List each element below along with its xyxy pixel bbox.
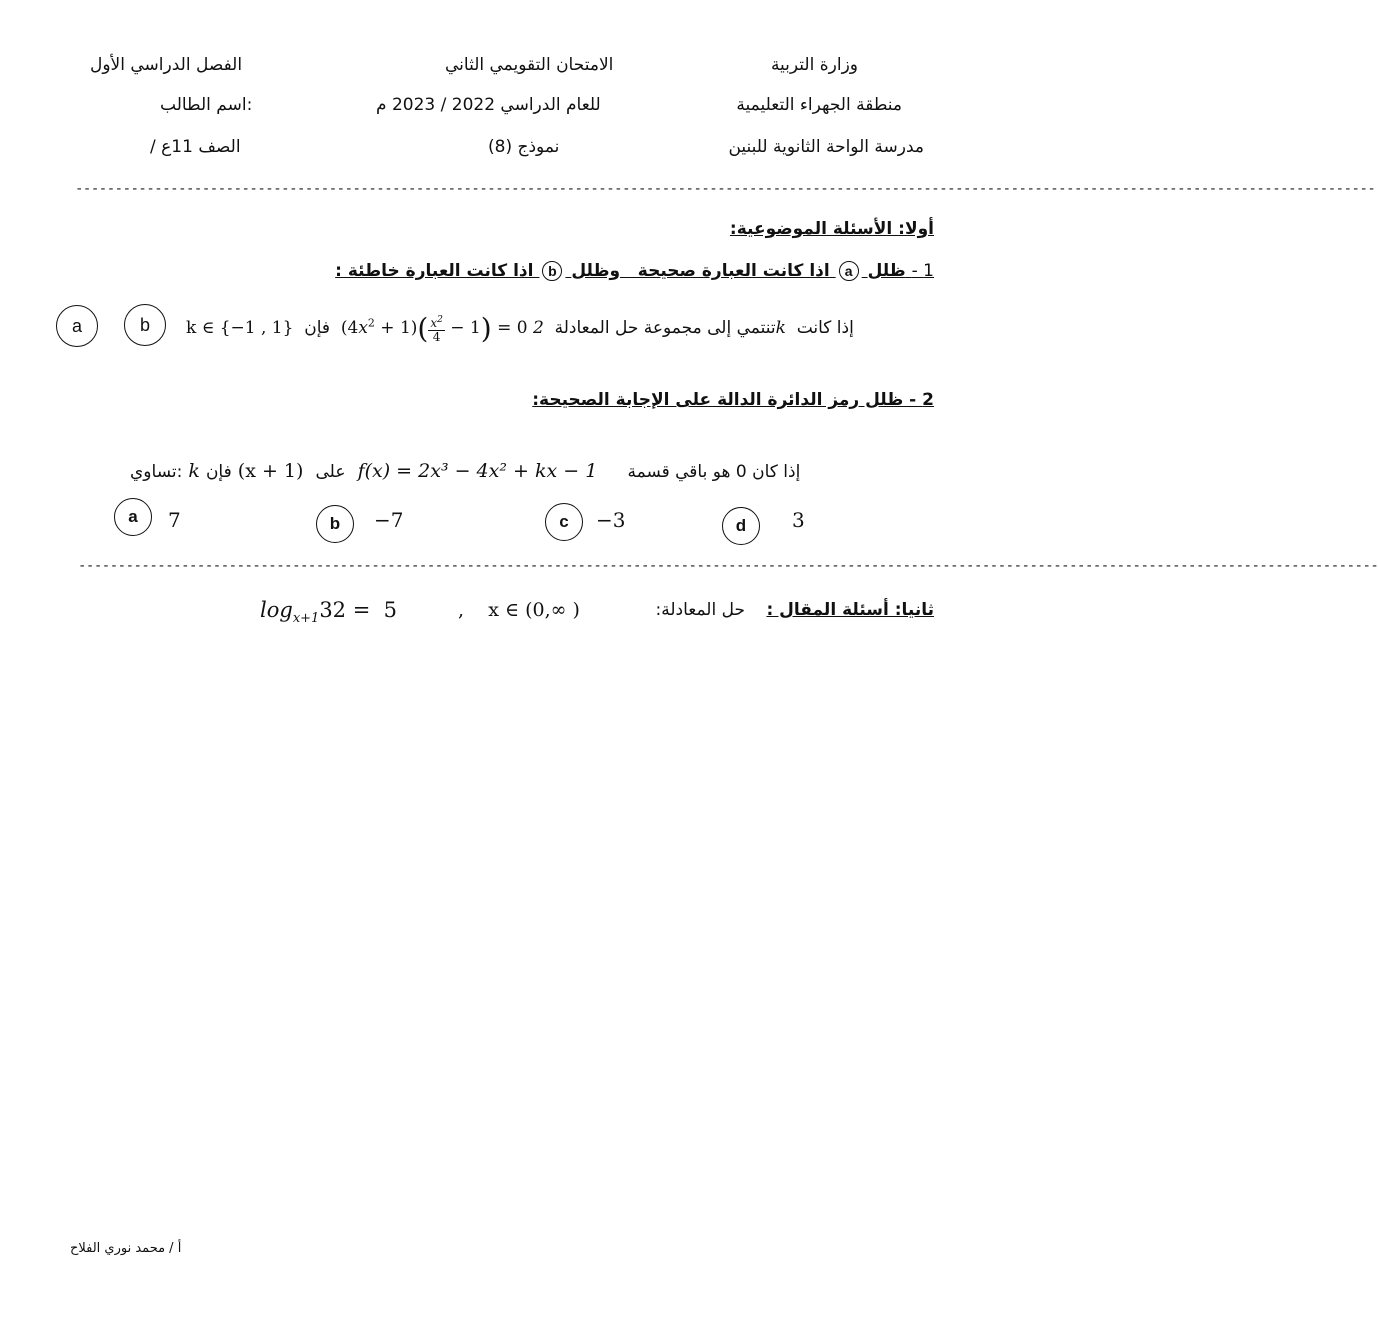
q2-text-if: إذا كان 0 هو باقي قسمة [627, 462, 801, 482]
separator-line: -------------------------------------------------------------------------------------------------------------------------------------------------------------------- [75, 181, 1376, 197]
q1-2k: 2k [532, 318, 786, 338]
q2-statement [130, 460, 800, 482]
header-semester: الفصل الدراسي الأول [90, 55, 243, 75]
q2-value-b: −7 [374, 508, 404, 532]
q1-text-then: فإن [304, 318, 331, 338]
section-objective-title: أولا: الأسئلة الموضوعية: [729, 219, 934, 239]
q1-option-a[interactable]: a [56, 305, 98, 347]
header-ministry: وزارة التربية [770, 55, 858, 75]
q1-set: k ∈ {−1 , 1} [186, 318, 294, 338]
section-essay-title: ثانيا: أسئلة المقال : [766, 600, 934, 620]
q2-value-c: −3 [596, 508, 626, 532]
q1-text-if: إذا كانت [796, 318, 854, 338]
header-academic-year: للعام الدراسي 2022 / 2023 م [376, 95, 601, 115]
header-model: نموذج (8) [488, 137, 560, 157]
q2-k: k [188, 460, 200, 482]
q1-instr-true: اذا كانت العبارة صحيحة وظلل [571, 261, 830, 281]
essay-domain [458, 599, 580, 621]
q1-instr-shade: ظلل [867, 261, 906, 281]
essay-domain-set: x ∈ (0,∞ ) [488, 599, 580, 621]
header-school: مدرسة الواحة الثانوية للبنين [728, 137, 924, 157]
q1-equation: $(4x^2 + 1)$( $\frac{x^2}{4}$ − 1) = 0 [340, 312, 528, 345]
q1-option-b[interactable]: b [124, 304, 166, 346]
header-class: الصف 11ع / [150, 137, 241, 157]
q2-title: 2 - ظلل رمز الدائرة الدالة على الإجابة الصحيحة: [532, 390, 934, 410]
essay-eq-rest: 32 = 5 [319, 598, 398, 622]
essay-comma: , [458, 599, 465, 621]
essay-log: log [260, 598, 293, 622]
footer-author: أ / محمد نوري الفلاح [70, 1241, 182, 1256]
q1-instr-false: اذا كانت العبارة خاطئة : [335, 261, 534, 281]
q2-value-d: 3 [792, 508, 805, 532]
q1-instruction [335, 261, 934, 281]
q2-option-a[interactable]: a [114, 498, 152, 536]
q2-function: f(x) = 2x³ − 4x² + kx − 1 [357, 460, 598, 482]
q2-text-on: على [315, 462, 346, 482]
q2-text-equals: تساوي: [130, 462, 183, 482]
q2-text-then: فإن [205, 462, 232, 482]
q2-option-c[interactable]: c [545, 503, 583, 541]
q2-option-d[interactable]: d [722, 507, 760, 545]
header-exam-title: الامتحان التقويمي الثاني [445, 55, 614, 75]
separator-line-2: -------------------------------------------------------------------------------------------------------------------------------------------------------------------- [78, 558, 1378, 574]
q2-divisor: (x + 1) [237, 460, 304, 482]
q2-option-b[interactable]: b [316, 505, 354, 543]
essay-equation [260, 598, 397, 626]
q1-false-circle: b [542, 261, 562, 281]
essay-prompt: حل المعادلة: [655, 600, 745, 620]
header-student-name: اسم الطالب: [160, 95, 253, 115]
q1-number: 1 - [911, 261, 934, 281]
essay-log-base: x+1 [292, 611, 320, 627]
q1-true-circle: a [839, 261, 859, 281]
q1-statement [186, 312, 854, 345]
header-district: منطقة الجهراء التعليمية [736, 95, 902, 115]
q2-value-a: 7 [168, 508, 181, 532]
q1-text-solution: تنتمي إلى مجموعة حل المعادلة [554, 318, 776, 338]
